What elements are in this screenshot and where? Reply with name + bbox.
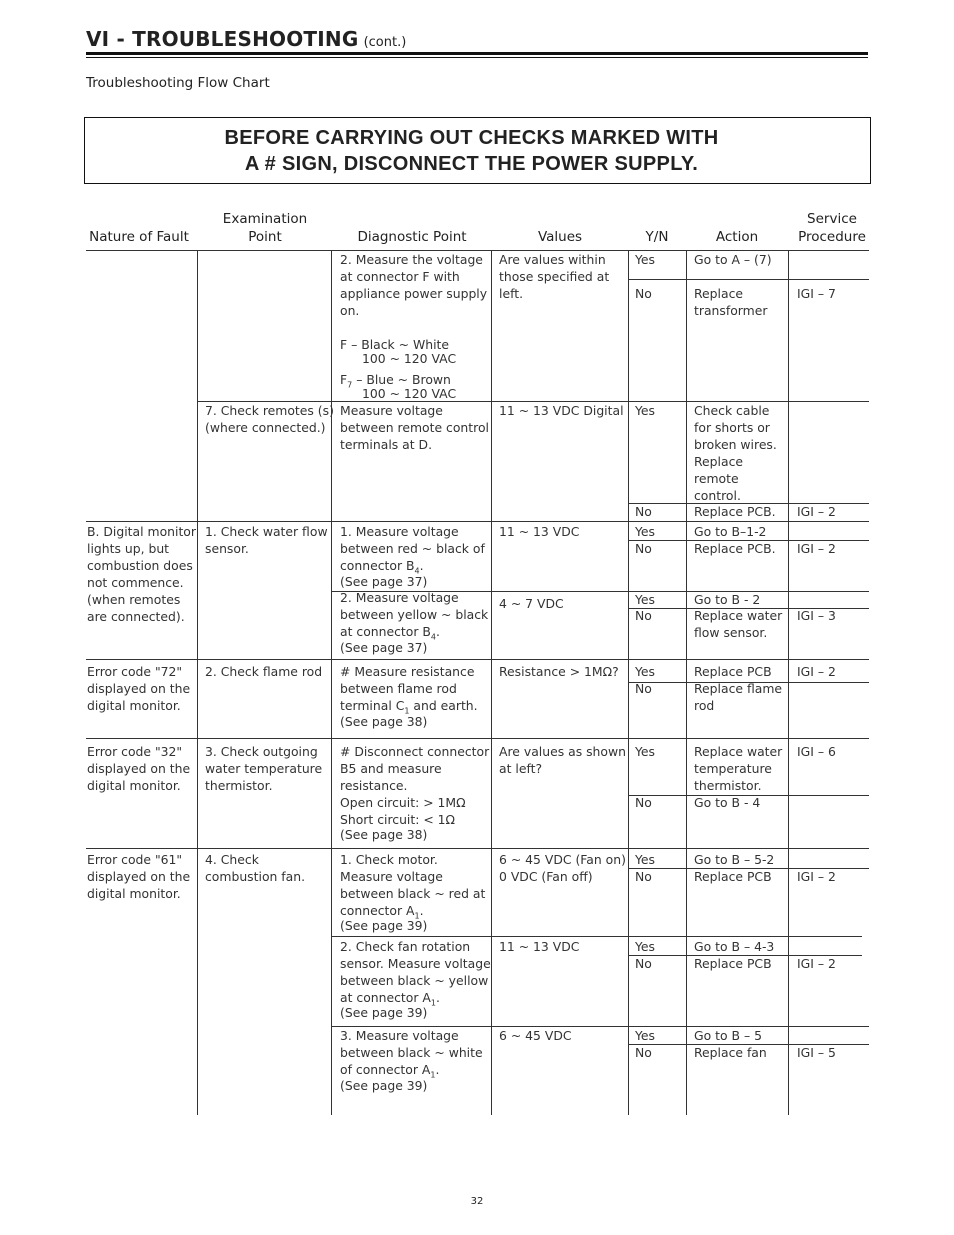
r5-diagnostic: # Disconnect connector B5 and measure resistance. Open circuit: > 1MΩ Short circuit: < 1Ω [340, 744, 490, 827]
r6-action-no-1: Replace PCB [694, 869, 772, 884]
r1-values: Are values within those specified at left. [499, 252, 610, 301]
r5-action-yes: Replace water temperature thermistor. [694, 744, 783, 793]
r4-yes: Yes [635, 664, 656, 679]
r3-values-1: 11 ~ 13 VDC [499, 524, 580, 539]
r2-yes: Yes [635, 403, 656, 418]
col-header-diag: Diagnostic Point [357, 229, 467, 245]
r2-action-no: Replace PCB. [694, 504, 776, 519]
header-rule-thick [86, 52, 868, 55]
r4-action-yes: Replace PCB [694, 664, 772, 679]
r4-diagnostic: # Measure resistance between flame rod terminal $C_1$ and earth. [340, 664, 478, 716]
r6-action-no-2: Replace PCB [694, 956, 772, 971]
r6-yes-1: Yes [635, 852, 656, 867]
r3-no-2: No [635, 608, 652, 623]
r5-yes: Yes [635, 744, 656, 759]
r3-action-yes-2: Go to B - 2 [694, 592, 761, 607]
r1-service-no: IGI – 7 [797, 286, 836, 301]
col-header-nature: Nature of Fault [89, 229, 189, 245]
r3-values-2: 4 ~ 7 VDC [499, 596, 564, 611]
r2-diagnostic: Measure voltage between remote control terminals at D. [340, 403, 489, 452]
r6-yes-2: Yes [635, 939, 656, 954]
r5-action-no: Go to B - 4 [694, 795, 761, 810]
r6-no-1: No [635, 869, 652, 884]
r4-service-yes: IGI – 2 [797, 664, 836, 679]
page-number: 32 [470, 1196, 484, 1207]
section-header [86, 27, 406, 51]
r6-diagnostic-1: 1. Check motor. Measure voltage between black ~ red at connector $A_1$. [340, 852, 486, 921]
r3-exam: 1. Check water flow sensor. [205, 524, 328, 556]
col-header-values: Values [537, 229, 583, 245]
r1-action-no: Replace transformer [694, 286, 768, 318]
r2-service-no: IGI – 2 [797, 504, 836, 519]
r3-diagnostic-1-see: (See page 37) [340, 574, 428, 589]
r4-values: Resistance > 1MΩ? [499, 664, 619, 679]
r1-connector-f: F – Black ~ White [340, 337, 450, 352]
r6-action-yes-3: Go to B – 5 [694, 1028, 762, 1043]
r3-service-no-2: IGI – 3 [797, 608, 836, 623]
r6-values-1: 6 ~ 45 VDC (Fan on) 0 VDC (Fan off) [499, 852, 626, 884]
r6-service-no-2: IGI – 2 [797, 956, 836, 971]
section-cont: (cont.) [363, 35, 407, 50]
r3-yes-2: Yes [635, 592, 656, 607]
r5-no: No [635, 795, 652, 810]
r1-connector-f-voltage: 100 ~ 120 VAC [362, 351, 457, 366]
r1-action-yes: Go to A – (7) [694, 252, 772, 267]
r3-diagnostic-2: 2. Measure voltage between yellow ~ black at connector $B_4$. [340, 590, 489, 642]
r6-action-no-3: Replace fan [694, 1045, 767, 1060]
r1-no: No [635, 286, 652, 301]
r1-diagnostic: 2. Measure the voltage at connector F with appliance power supply on. [340, 252, 488, 318]
col-header-yn: Y/N [645, 229, 669, 245]
r2-no: No [635, 504, 652, 519]
r6-exam: 4. Check combustion fan. [205, 852, 306, 884]
r6-diagnostic-3-see: (See page 39) [340, 1078, 428, 1093]
r3-yes-1: Yes [635, 524, 656, 539]
warning-line-2: A # SIGN, DISCONNECT THE POWER SUPPLY. [244, 153, 699, 175]
r6-nature: Error code "61" displayed on the digital monitor. [87, 852, 191, 901]
section-title: VI - TROUBLESHOOTING [86, 27, 359, 51]
r5-diagnostic-see: (See page 38) [340, 827, 428, 842]
r5-nature: Error code "32" displayed on the digital monitor. [87, 744, 191, 793]
r6-diagnostic-1-see: (See page 39) [340, 918, 428, 933]
col-header-action: Action [715, 229, 759, 245]
warning-box [84, 117, 871, 184]
r3-diagnostic-1: 1. Measure voltage between red ~ black of connector $B_4$. [340, 524, 485, 576]
page-subtitle: Troubleshooting Flow Chart [86, 75, 270, 91]
r3-action-no-2: Replace water flow sensor. [694, 608, 783, 640]
r6-diagnostic-2-see: (See page 39) [340, 1005, 428, 1020]
r6-action-yes-2: Go to B – 4-3 [694, 939, 775, 954]
r3-no-1: No [635, 541, 652, 556]
r6-yes-3: Yes [635, 1028, 656, 1043]
col-header-service: Service Procedure [798, 211, 866, 245]
r2-values: 11 ~ 13 VDC Digital [499, 403, 624, 418]
r6-values-3: 6 ~ 45 VDC [499, 1028, 572, 1043]
r2-action-yes: Check cable for shorts or broken wires. Replace remote control. [694, 403, 777, 503]
r2-exam: 7. Check remotes (s) (where connected.) [205, 403, 334, 435]
r6-action-yes-1: Go to B – 5-2 [694, 852, 775, 867]
r5-values: Are values as shown at left? [499, 744, 626, 776]
r3-diagnostic-2-see: (See page 37) [340, 640, 428, 655]
r4-no: No [635, 681, 652, 696]
r4-action-no: Replace flame rod [694, 681, 783, 713]
r3-service-no-1: IGI – 2 [797, 541, 836, 556]
r6-service-no-3: IGI – 5 [797, 1045, 836, 1060]
r3-nature: B. Digital monitor lights up, but combustion does not commence. (when remotes are connected). [87, 524, 196, 624]
r6-no-3: No [635, 1045, 652, 1060]
r5-service-yes: IGI – 6 [797, 744, 836, 759]
r6-service-no-1: IGI – 2 [797, 869, 836, 884]
r6-no-2: No [635, 956, 652, 971]
warning-line-1: BEFORE CARRYING OUT CHECKS MARKED WITH [224, 127, 719, 149]
r4-diagnostic-see: (See page 38) [340, 714, 428, 729]
r6-diagnostic-3: 3. Measure voltage between black ~ white of connector $A_1$. [340, 1028, 483, 1080]
r3-action-no-1: Replace PCB. [694, 541, 776, 556]
r6-values-2: 11 ~ 13 VDC [499, 939, 580, 954]
r5-exam: 3. Check outgoing water temperature thermistor. [205, 744, 323, 793]
r6-diagnostic-2: 2. Check fan rotation sensor. Measure voltage between black ~ yellow at connector $A_1$. [340, 939, 491, 1008]
r1-connector-f7: $F_7$ – Blue ~ Brown [340, 372, 451, 390]
col-header-exam: Examination Point [222, 211, 308, 245]
r3-action-yes-1: Go to B–1-2 [694, 524, 767, 539]
r1-connector-f7-voltage: 100 ~ 120 VAC [362, 386, 457, 401]
r1-yes: Yes [635, 252, 656, 267]
header-rule-thin [86, 57, 868, 58]
r4-exam: 2. Check flame rod [205, 664, 323, 679]
r4-nature: Error code "72" displayed on the digital monitor. [87, 664, 191, 713]
